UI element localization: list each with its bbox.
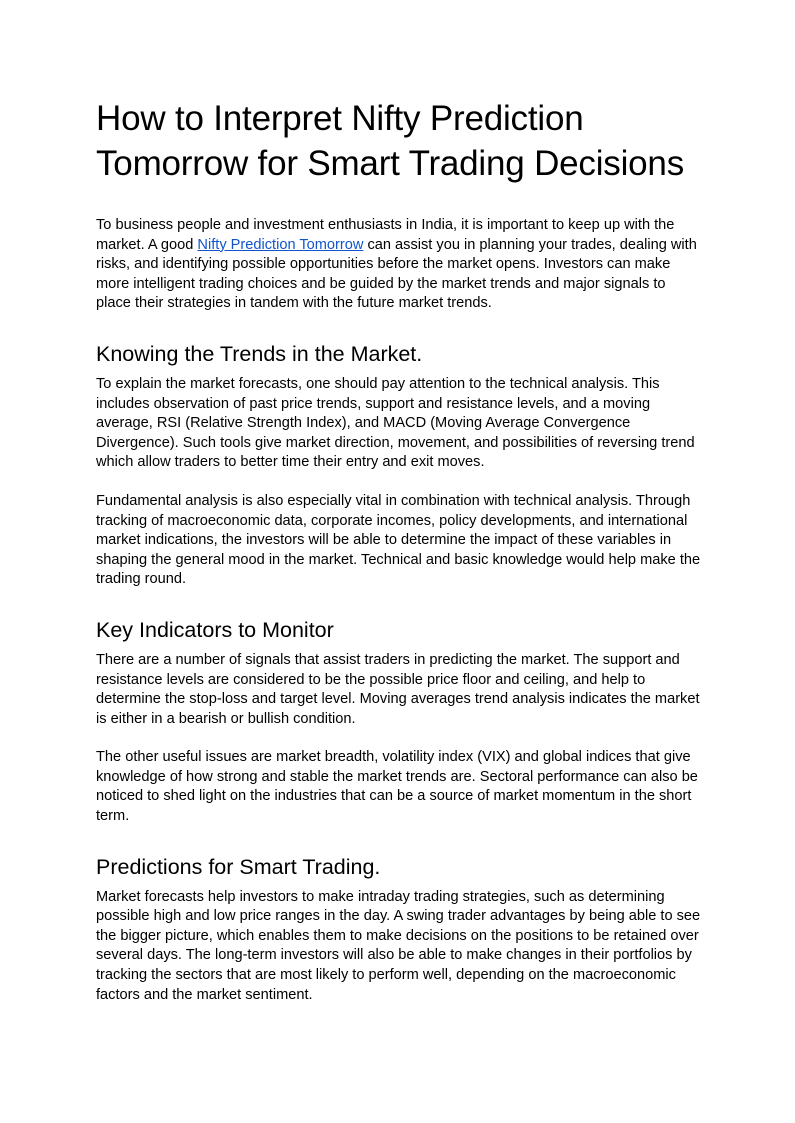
nifty-prediction-link[interactable]: Nifty Prediction Tomorrow xyxy=(197,236,364,253)
page-title: How to Interpret Nifty Prediction Tomorrow for Smart Trading Decisions xyxy=(96,99,684,183)
section-heading-smart-trading: Predictions for Smart Trading. xyxy=(96,854,381,879)
intro-text-before-link: To business people and investment enthusiasts in India, it is important to keep up with the market. A good xyxy=(96,217,675,253)
section-heading-key-indicators: Key Indicators to Monitor xyxy=(96,617,334,642)
section-paragraph: Market forecasts help investors to make intraday trading strategies, such as determining possible high and low price ranges in the day. A swing trader advantages by being able to see the bigger picture, which enables them to make decisions on the positions to be retained over several days. The long-term investors will also be able to make changes in their portfolios by tracking the sectors that are most likely to perform well, depending on the macroeconomic factors and the market sentiment. xyxy=(96,888,701,1003)
section-paragraph: There are a number of signals that assist traders in predicting the market. The support and resistance levels are considered to be the possible price floor and ceiling, and help to determine the stop-loss and target level. Moving averages trend analysis indicates the market is either in a bearish or bullish condition. xyxy=(96,651,700,727)
section-paragraph: Fundamental analysis is also especially vital in combination with technical analysis. Through tracking of macroeconomic data, corporate incomes, policy developments, and international market indications, the investors will be able to determine the impact of these variables in shaping the general mood in the market. Technical and basic knowledge would help make the trading round. xyxy=(96,492,701,588)
intro-text-after-link: can assist you in planning your trades, dealing with risks, and identifying possible opportunities before the market opens. Investors can make more intelligent trading choices and be guided by the market trends and major signals to place their strategies in tandem with the future market trends. xyxy=(96,236,697,312)
document-page xyxy=(96,96,702,1005)
intro-paragraph xyxy=(96,216,702,314)
section-paragraph: The other useful issues are market breadth, volatility index (VIX) and global indices that give knowledge of how strong and stable the market trends are. Sectoral performance can also be noticed to shed light on the industries that can be a source of market momentum in the short term. xyxy=(96,749,698,825)
section-paragraph: To explain the market forecasts, one should pay attention to the technical analysis. This includes observation of past price trends, support and resistance levels, and a moving average, RSI (Relative Strength Index), and MACD (Moving Average Convergence Divergence). Such tools give market direction, movement, and possibilities of reversing trend which allow traders to better time their entry and exit moves. xyxy=(96,375,695,471)
section-heading-market-trends: Knowing the Trends in the Market. xyxy=(96,341,423,366)
